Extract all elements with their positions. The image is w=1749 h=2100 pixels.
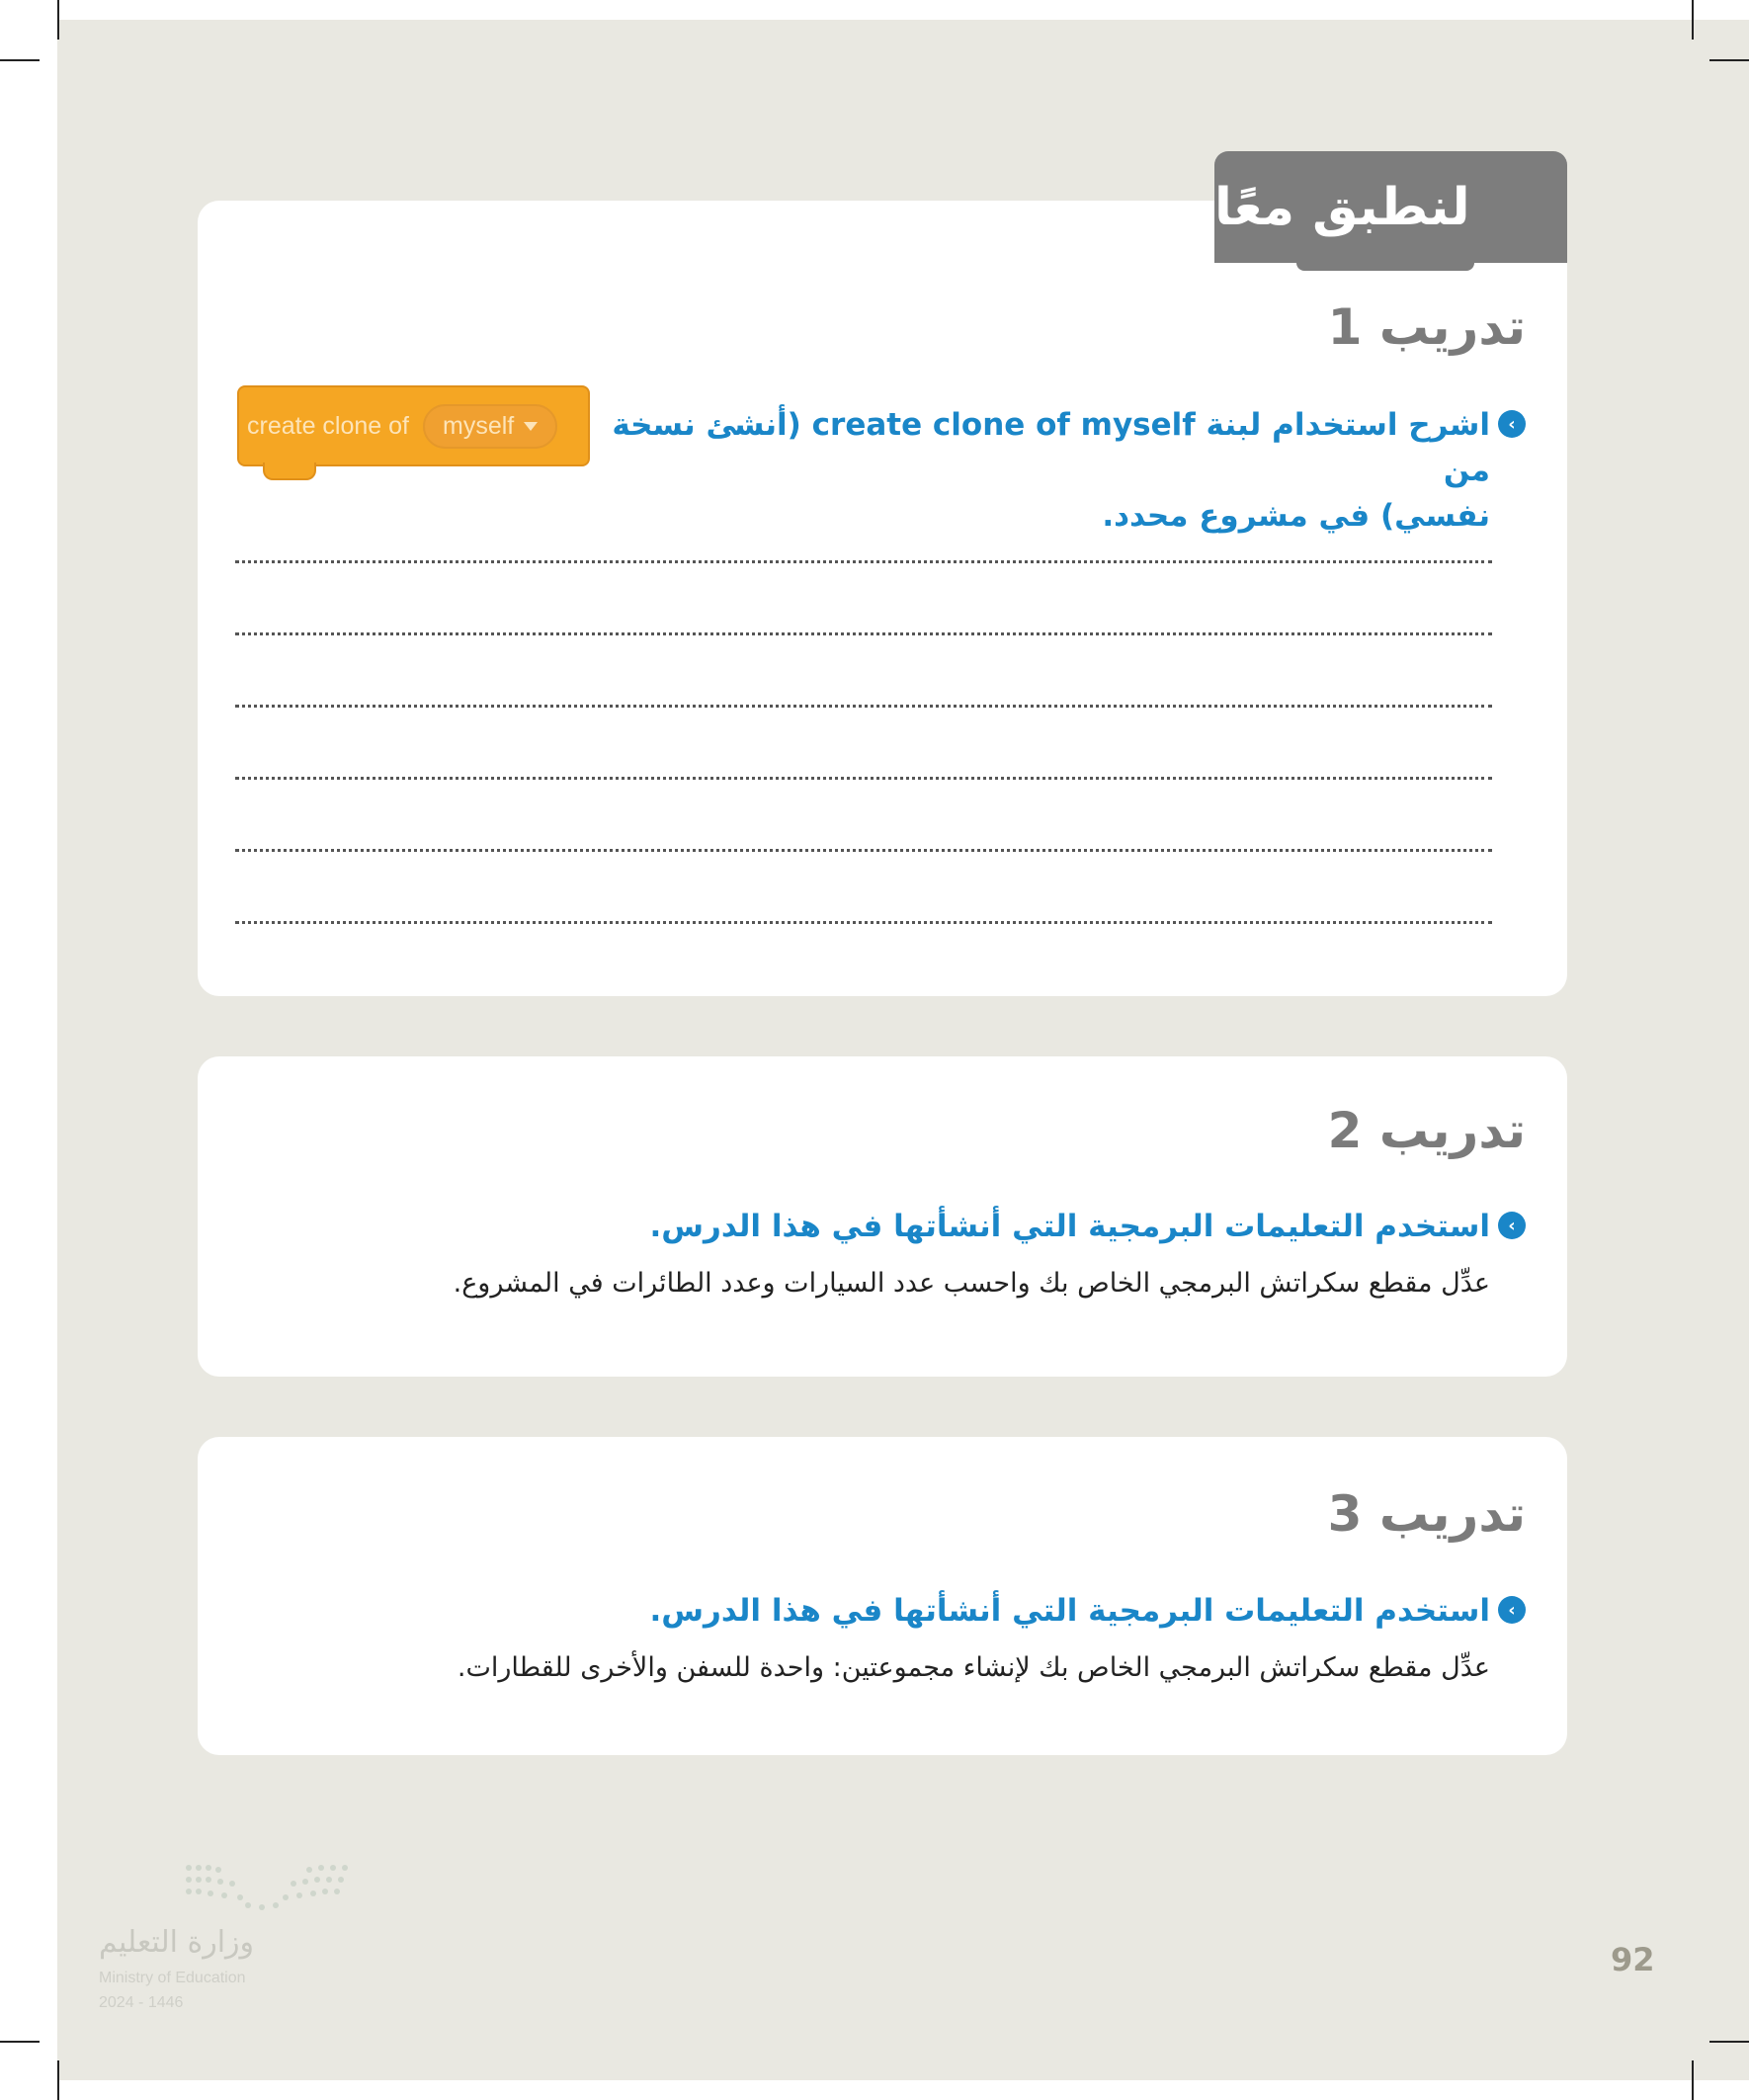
answer-line[interactable] bbox=[235, 560, 1492, 563]
crop-mark bbox=[1692, 0, 1694, 40]
banner-title: لنطبق معًا bbox=[1214, 177, 1470, 237]
crop-mark bbox=[0, 59, 40, 61]
chevron-left-icon: ‹ bbox=[1498, 1212, 1526, 1239]
question-line: نفسي) في مشروع محدد. bbox=[1102, 498, 1490, 534]
answer-line[interactable] bbox=[235, 849, 1492, 852]
create-clone-block bbox=[237, 385, 590, 466]
ministry-year: 2024 - 1446 bbox=[99, 1994, 184, 2011]
banner-tab bbox=[1296, 263, 1474, 271]
dropdown-value: myself bbox=[443, 411, 515, 440]
crop-mark bbox=[1709, 59, 1749, 61]
answer-line[interactable] bbox=[235, 777, 1492, 780]
ministry-name-arabic: وزارة التعليم bbox=[99, 1925, 255, 1960]
answer-line[interactable] bbox=[235, 921, 1492, 924]
ministry-name-english: Ministry of Education bbox=[99, 1970, 246, 1986]
exercise-3-question: استخدم التعليمات البرمجية التي أنشأتها في هذا الدرس. bbox=[649, 1593, 1490, 1629]
exercise-2-question: استخدم التعليمات البرمجية التي أنشأتها في هذا الدرس. bbox=[649, 1209, 1490, 1244]
exercise-3-heading: تدريب 3 bbox=[1327, 1485, 1526, 1543]
ministry-logo-icon bbox=[183, 1862, 351, 1913]
crop-mark bbox=[57, 2060, 59, 2100]
crop-mark bbox=[1692, 2060, 1694, 2100]
answer-line[interactable] bbox=[235, 632, 1492, 635]
answer-line[interactable] bbox=[235, 705, 1492, 708]
crop-mark bbox=[1709, 2041, 1749, 2043]
section-banner bbox=[1214, 151, 1567, 263]
page-number: 92 bbox=[1611, 1941, 1655, 1978]
exercise-1-heading: تدريب 1 bbox=[1327, 298, 1526, 356]
crop-mark bbox=[57, 0, 59, 40]
block-notch bbox=[263, 462, 316, 480]
block-label: create clone of bbox=[247, 411, 409, 440]
block-dropdown bbox=[423, 404, 557, 449]
exercise-3-body: عدِّل مقطع سكراتش البرمجي الخاص بك لإنشاء مجموعتين: واحدة للسفن والأخرى للقطارات. bbox=[457, 1652, 1490, 1683]
chevron-left-icon: ‹ bbox=[1498, 410, 1526, 438]
crop-mark bbox=[0, 2041, 40, 2043]
exercise-1-question bbox=[601, 402, 1490, 539]
dropdown-arrow-icon bbox=[524, 422, 538, 431]
chevron-left-icon: ‹ bbox=[1498, 1596, 1526, 1624]
exercise-2-body: عدِّل مقطع سكراتش البرمجي الخاص بك واحسب عدد السيارات وعدد الطائرات في المشروع. bbox=[453, 1268, 1490, 1299]
question-line: اشرح استخدام لبنة create clone of myself (أنشئ نسخة من bbox=[612, 407, 1490, 488]
exercise-2-heading: تدريب 2 bbox=[1327, 1102, 1526, 1159]
